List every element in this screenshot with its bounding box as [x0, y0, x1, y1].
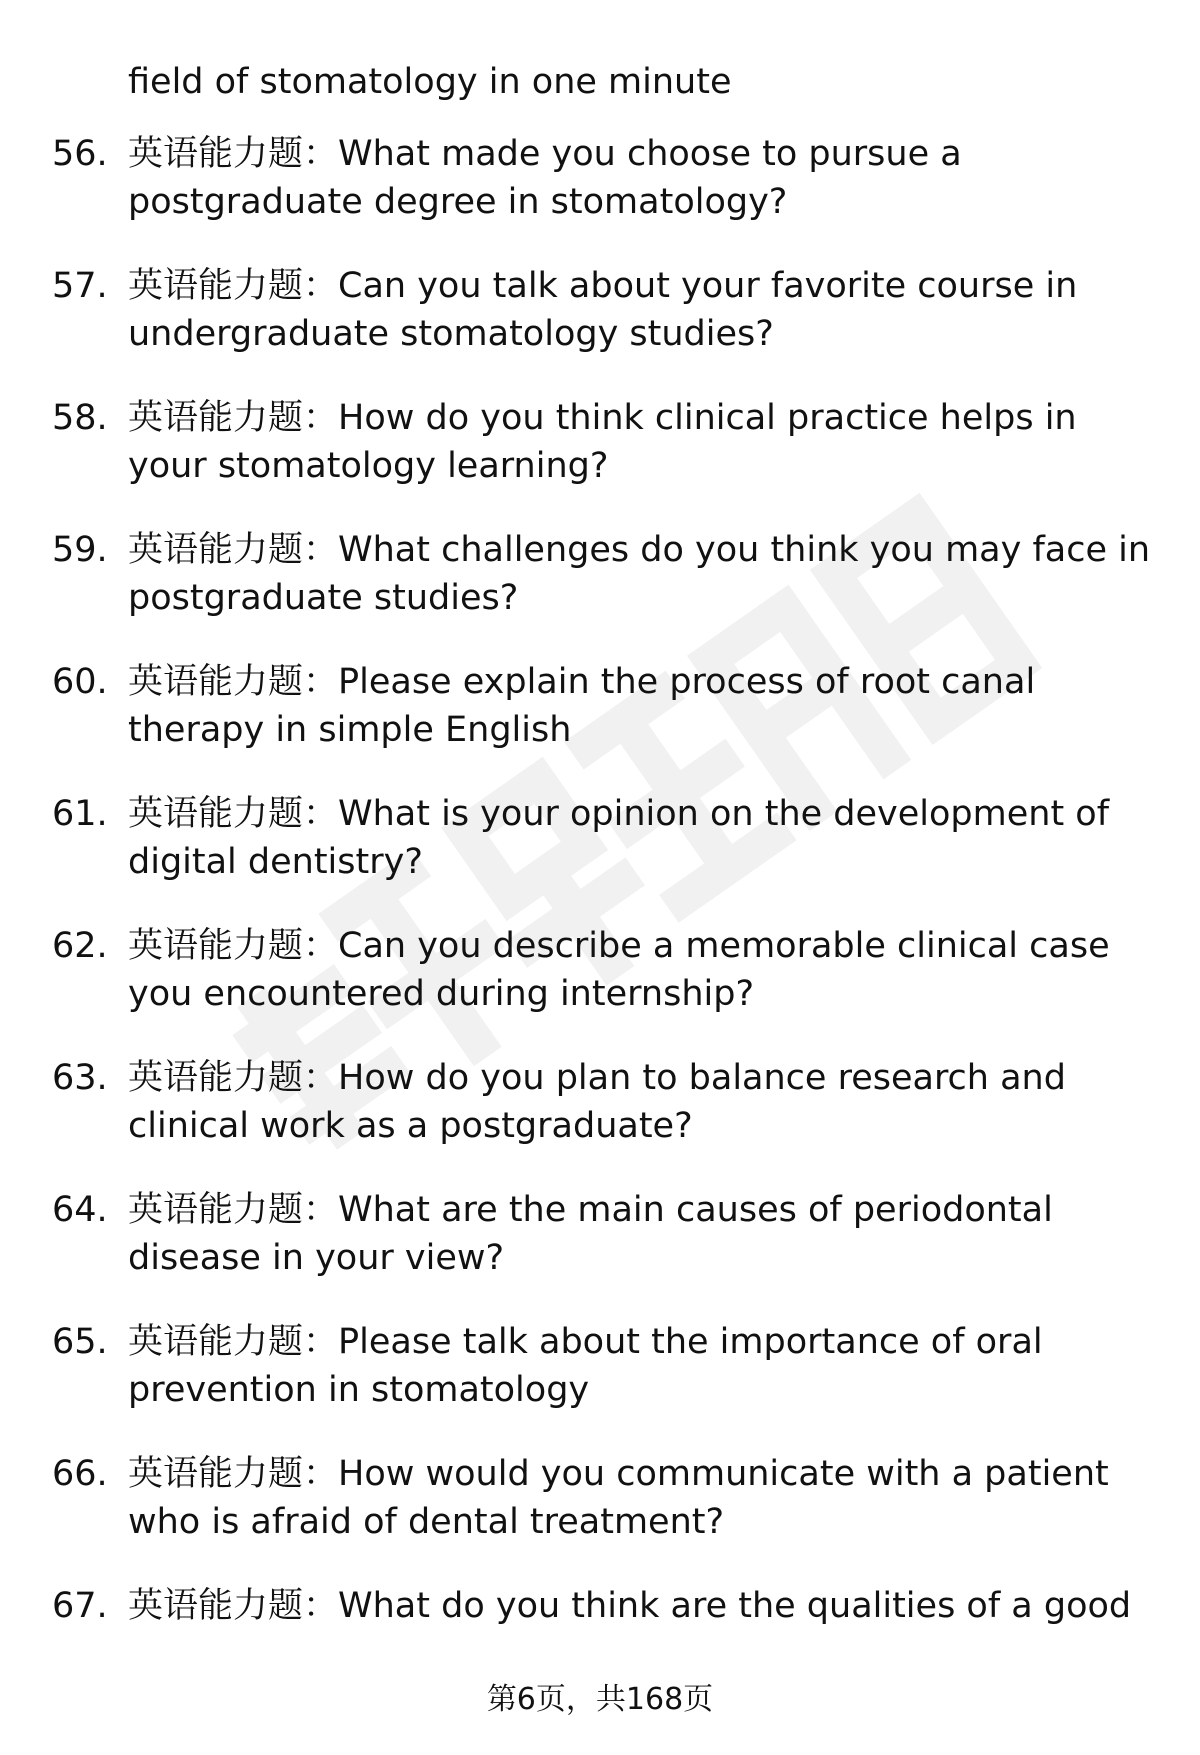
- question-text: [128, 1450, 1158, 1546]
- question-line: postgraduate degree in stomatology?: [128, 182, 788, 222]
- question-number: 64.: [52, 1190, 108, 1230]
- question-text: [128, 1582, 1158, 1630]
- question-number: 57.: [52, 266, 108, 306]
- question-tag: 英语能力题：: [128, 1454, 339, 1494]
- question-tag: 英语能力题：: [128, 662, 339, 702]
- question-number: 62.: [52, 926, 108, 966]
- question-tag: 英语能力题：: [128, 1190, 339, 1230]
- question-line: therapy in simple English: [128, 710, 572, 750]
- question-line: Can you talk about your favorite course in: [338, 266, 1078, 306]
- question-tag: 英语能力题：: [128, 134, 339, 174]
- question-tag: 英语能力题：: [128, 530, 339, 570]
- question-line: How do you think clinical practice helps in: [338, 398, 1077, 438]
- question-line: undergraduate stomatology studies?: [128, 314, 774, 354]
- question-line: postgraduate studies?: [128, 578, 519, 618]
- question-line: you encountered during internship?: [128, 974, 755, 1014]
- page-footer: 第6页，共168页: [486, 1682, 714, 1717]
- question-line: digital dentistry?: [128, 842, 423, 882]
- carryover-line: field of stomatology in one minute: [128, 62, 732, 102]
- question-text: [128, 658, 1158, 754]
- question-line: your stomatology learning?: [128, 446, 609, 486]
- question-number: 66.: [52, 1454, 108, 1494]
- question-tag: 英语能力题：: [128, 1322, 339, 1362]
- question-line: What do you think are the qualities of a good: [338, 1586, 1132, 1626]
- question-line: who is afraid of dental treatment?: [128, 1502, 725, 1542]
- question-line: How do you plan to balance research and: [338, 1058, 1066, 1098]
- question-tag: 英语能力题：: [128, 398, 339, 438]
- question-tag: 英语能力题：: [128, 926, 339, 966]
- question-number: 59.: [52, 530, 108, 570]
- question-text: [128, 526, 1158, 622]
- question-tag: 英语能力题：: [128, 1058, 339, 1098]
- question-tag: 英语能力题：: [128, 794, 339, 834]
- question-number: 60.: [52, 662, 108, 702]
- question-line: How would you communicate with a patient: [338, 1454, 1109, 1494]
- question-text: [128, 1318, 1158, 1414]
- question-text: [128, 130, 1158, 226]
- question-line: What is your opinion on the development of: [338, 794, 1110, 834]
- question-line: What challenges do you think you may face in: [338, 530, 1151, 570]
- question-text: [128, 790, 1158, 886]
- question-number: 65.: [52, 1322, 108, 1362]
- question-line: Please talk about the importance of oral: [338, 1322, 1043, 1362]
- question-tag: 英语能力题：: [128, 266, 339, 306]
- question-text: [128, 1054, 1158, 1150]
- question-number: 67.: [52, 1586, 108, 1626]
- question-line: clinical work as a postgraduate?: [128, 1106, 693, 1146]
- question-number: 58.: [52, 398, 108, 438]
- question-text: [128, 922, 1158, 1018]
- question-text: [128, 262, 1158, 358]
- question-number: 63.: [52, 1058, 108, 1098]
- question-line: prevention in stomatology: [128, 1370, 590, 1410]
- question-line: Can you describe a memorable clinical case: [338, 926, 1110, 966]
- question-text: [128, 1186, 1158, 1282]
- question-tag: 英语能力题：: [128, 1586, 339, 1626]
- question-number: 56.: [52, 134, 108, 174]
- question-text: [128, 394, 1158, 490]
- question-line: disease in your view?: [128, 1238, 505, 1278]
- question-line: Please explain the process of root canal: [338, 662, 1036, 702]
- question-line: What are the main causes of periodontal: [338, 1190, 1053, 1230]
- question-line: What made you choose to pursue a: [338, 134, 962, 174]
- question-number: 61.: [52, 794, 108, 834]
